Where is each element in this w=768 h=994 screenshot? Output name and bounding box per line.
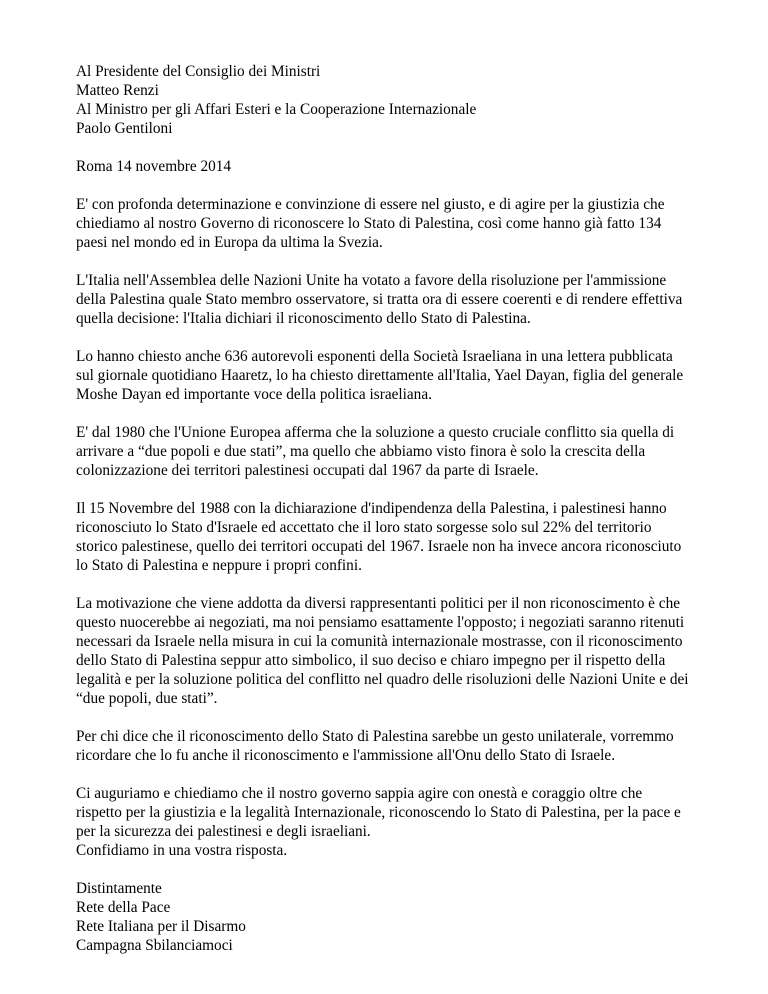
paragraph-line: Moshe Dayan ed importante voce della politica israeliana.: [76, 386, 432, 403]
paragraph-line: Lo hanno chiesto anche 636 autorevoli esponenti della Società Israeliana in una lettera pubblicata: [76, 348, 673, 365]
paragraph-line: chiediamo al nostro Governo di riconoscere lo Stato di Palestina, così come hanno già fatto 134: [76, 215, 662, 232]
paragraph-line: della Palestina quale Stato membro osservatore, si tratta ora di essere coerenti e di rendere effettiva: [76, 291, 683, 308]
signatory-line: Rete Italiana per il Disarmo: [76, 918, 246, 935]
paragraph-line: paesi nel mondo ed in Europa da ultima la Svezia.: [76, 234, 383, 251]
paragraph-line: quella decisione: l'Italia dichiari il riconoscimento dello Stato di Palestina.: [76, 310, 531, 327]
addressee-line: Paolo Gentiloni: [76, 120, 173, 137]
paragraph-line: storico palestinese, quello dei territori occupati del 1967. Israele non ha invece ancora riconosciuto: [76, 538, 682, 555]
addressee-line: Matteo Renzi: [76, 82, 159, 99]
addressee-line: Al Ministro per gli Affari Esteri e la Cooperazione Internazionale: [76, 101, 477, 118]
paragraph-line: Ci auguriamo e chiediamo che il nostro governo sappia agire con onestà e coraggio oltre che: [76, 785, 643, 802]
signatory-line: Rete della Pace: [76, 899, 171, 916]
paragraph-line: “due popoli, due stati”.: [76, 690, 218, 707]
paragraph-line: arrivare a “due popoli e due stati”, ma quello che abbiamo visto finora è solo la crescita della: [76, 443, 646, 460]
body-paragraph: [76, 594, 698, 708]
body-paragraph: [76, 727, 698, 765]
addressee-line: Al Presidente del Consiglio dei Ministri: [76, 63, 321, 80]
letter-date: [76, 157, 698, 176]
paragraph-line: riconosciuto lo Stato d'Israele ed accettato che il loro stato sorgesse solo sul 22% del territorio: [76, 519, 652, 536]
body-paragraph: [76, 271, 698, 328]
paragraph-line: dello Stato di Palestina seppur atto simbolico, il suo deciso e chiaro impegno per il rispetto della: [76, 652, 666, 669]
paragraph-line: E' con profonda determinazione e convinzione di essere nel giusto, e di agire per la giustizia che: [76, 196, 665, 213]
addressee-block: [76, 62, 698, 138]
paragraph-line: questo nuocerebbe ai negoziati, ma noi pensiamo esattamente l'opposto; i negoziati saranno ritenuti: [76, 614, 685, 631]
date-text: Roma 14 novembre 2014: [76, 158, 232, 175]
paragraph-line: ricordare che lo fu anche il riconoscimento e l'ammissione all'Onu dello Stato di Israele.: [76, 747, 616, 764]
body-paragraph: [76, 347, 698, 404]
body-paragraph: [76, 499, 698, 575]
paragraph-line: E' dal 1980 che l'Unione Europea afferma che la soluzione a questo cruciale conflitto sia quella di: [76, 424, 675, 441]
paragraph-line: colonizzazione dei territori palestinesi occupati dal 1967 da parte di Israele.: [76, 462, 539, 479]
paragraph-line: La motivazione che viene addotta da diversi rappresentanti politici per il non riconoscimento è che: [76, 595, 681, 612]
signatory-line: Campagna Sbilanciamoci: [76, 937, 233, 954]
closing-line: Distintamente: [76, 880, 162, 897]
body-paragraph: [76, 423, 698, 480]
paragraph-line: L'Italia nell'Assemblea delle Nazioni Unite ha votato a favore della risoluzione per l'ammissione: [76, 272, 667, 289]
letter-body: [76, 195, 698, 860]
paragraph-line: per la sicurezza dei palestinesi e degli israeliani.: [76, 823, 371, 840]
paragraph-line: lo Stato di Palestina e neppure i propri confini.: [76, 557, 362, 574]
closing-block: [76, 879, 698, 955]
body-paragraph: [76, 784, 698, 860]
paragraph-line: Per chi dice che il riconoscimento dello Stato di Palestina sarebbe un gesto unilaterale, vorremmo: [76, 728, 674, 745]
paragraph-line: Il 15 Novembre del 1988 con la dichiarazione d'indipendenza della Palestina, i palestinesi hanno: [76, 500, 667, 517]
paragraph-line: necessari da Israele nella misura in cui la comunità internazionale mostrasse, con il riconoscimento: [76, 633, 683, 650]
body-paragraph: [76, 195, 698, 252]
paragraph-line: Confidiamo in una vostra risposta.: [76, 842, 288, 859]
paragraph-line: sul giornale quotidiano Haaretz, lo ha chiesto direttamente all'Italia, Yael Dayan, figlia del generale: [76, 367, 684, 384]
paragraph-line: rispetto per la giustizia e la legalità Internazionale, riconoscendo lo Stato di Palestina, per la pace e: [76, 804, 681, 821]
paragraph-line: legalità e per la soluzione politica del conflitto nel quadro delle risoluzioni delle Nazioni Unite e dei: [76, 671, 689, 688]
